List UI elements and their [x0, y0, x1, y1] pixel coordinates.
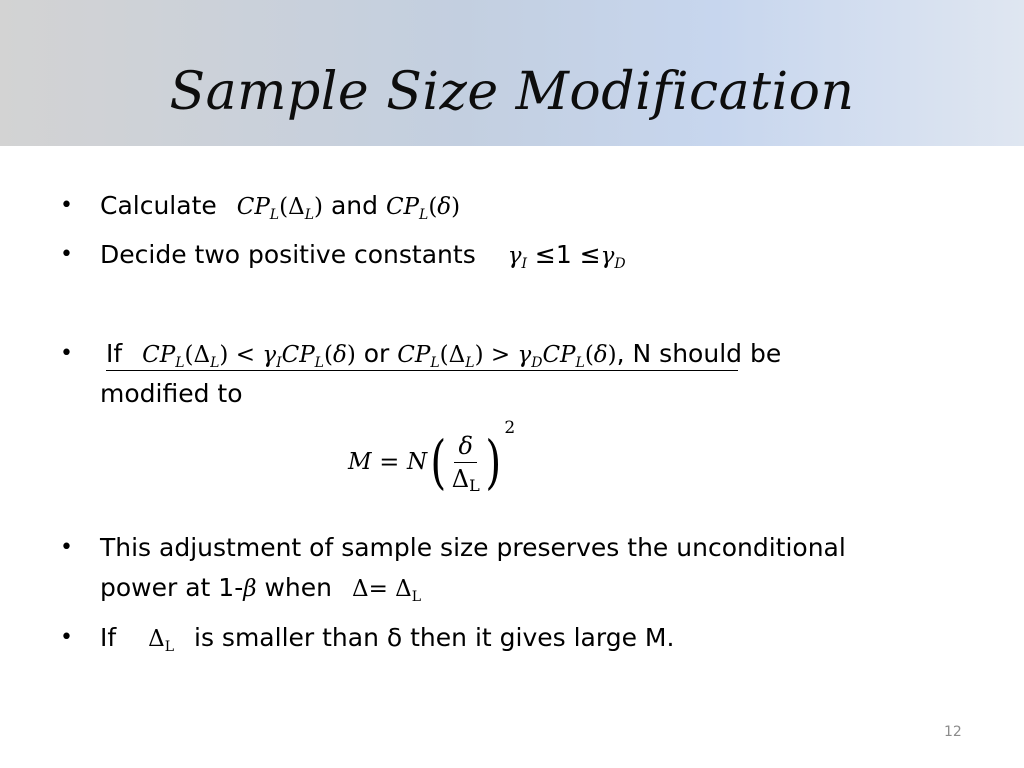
sample-size-formula: M = N ( $\frac{\delta}{\Delta_L}$ ) 2	[348, 418, 516, 496]
bullet-marker: •	[60, 625, 73, 650]
math-gamma-d: $\gamma_D$	[600, 243, 626, 272]
bullet-if-condition: If $CP_L(\Delta_L) < \gamma_ICP_L(\delta)$ or $CP_L(\Delta_L) > \gamma_DCP_L(\delta)$, N should be	[106, 339, 782, 371]
bullet-adjustment: This adjustment of sample size preserves the unconditional	[100, 533, 846, 562]
math-condition-lt: $CP_L(\Delta_L) < \gamma_ICP_L(\delta)$	[142, 342, 356, 371]
math-cpl-delta: $CP_L(\delta)$	[385, 194, 461, 223]
condition-underline	[106, 370, 738, 371]
page-number: 12	[944, 724, 962, 740]
math-delta-eq-deltal: $\Delta= \Delta_L$	[351, 576, 422, 605]
math-deltal: $\Delta_L$	[148, 626, 175, 655]
math-condition-gt: $CP_L(\Delta_L) > \gamma_DCP_L(\delta)$	[397, 342, 617, 371]
bullet-decide: Decide two positive constants $\gamma_I \le 1 \le\gamma_D$	[100, 240, 626, 272]
bullet-adjustment-line2: power at 1-β when $\Delta= \Delta_L$	[100, 573, 422, 605]
bullet-marker: •	[60, 193, 73, 218]
math-cpl-deltal: $CP_L(\Delta_L)$	[236, 194, 323, 223]
bullet-if-condition-line2: modified to	[100, 379, 243, 408]
slide-title: Sample Size Modification	[169, 62, 855, 122]
bullet-calculate: Calculate $CP_L(\Delta_L)$ and $CP_L(\delta)$	[100, 191, 461, 223]
math-gamma-i: $\gamma_I$	[507, 243, 527, 272]
bullet-smaller: If $\Delta_L$ is smaller than δ then it gives large M.	[100, 623, 675, 655]
bullet-marker: •	[60, 242, 73, 267]
bullet-marker: •	[60, 341, 73, 366]
bullet-marker: •	[60, 535, 73, 560]
